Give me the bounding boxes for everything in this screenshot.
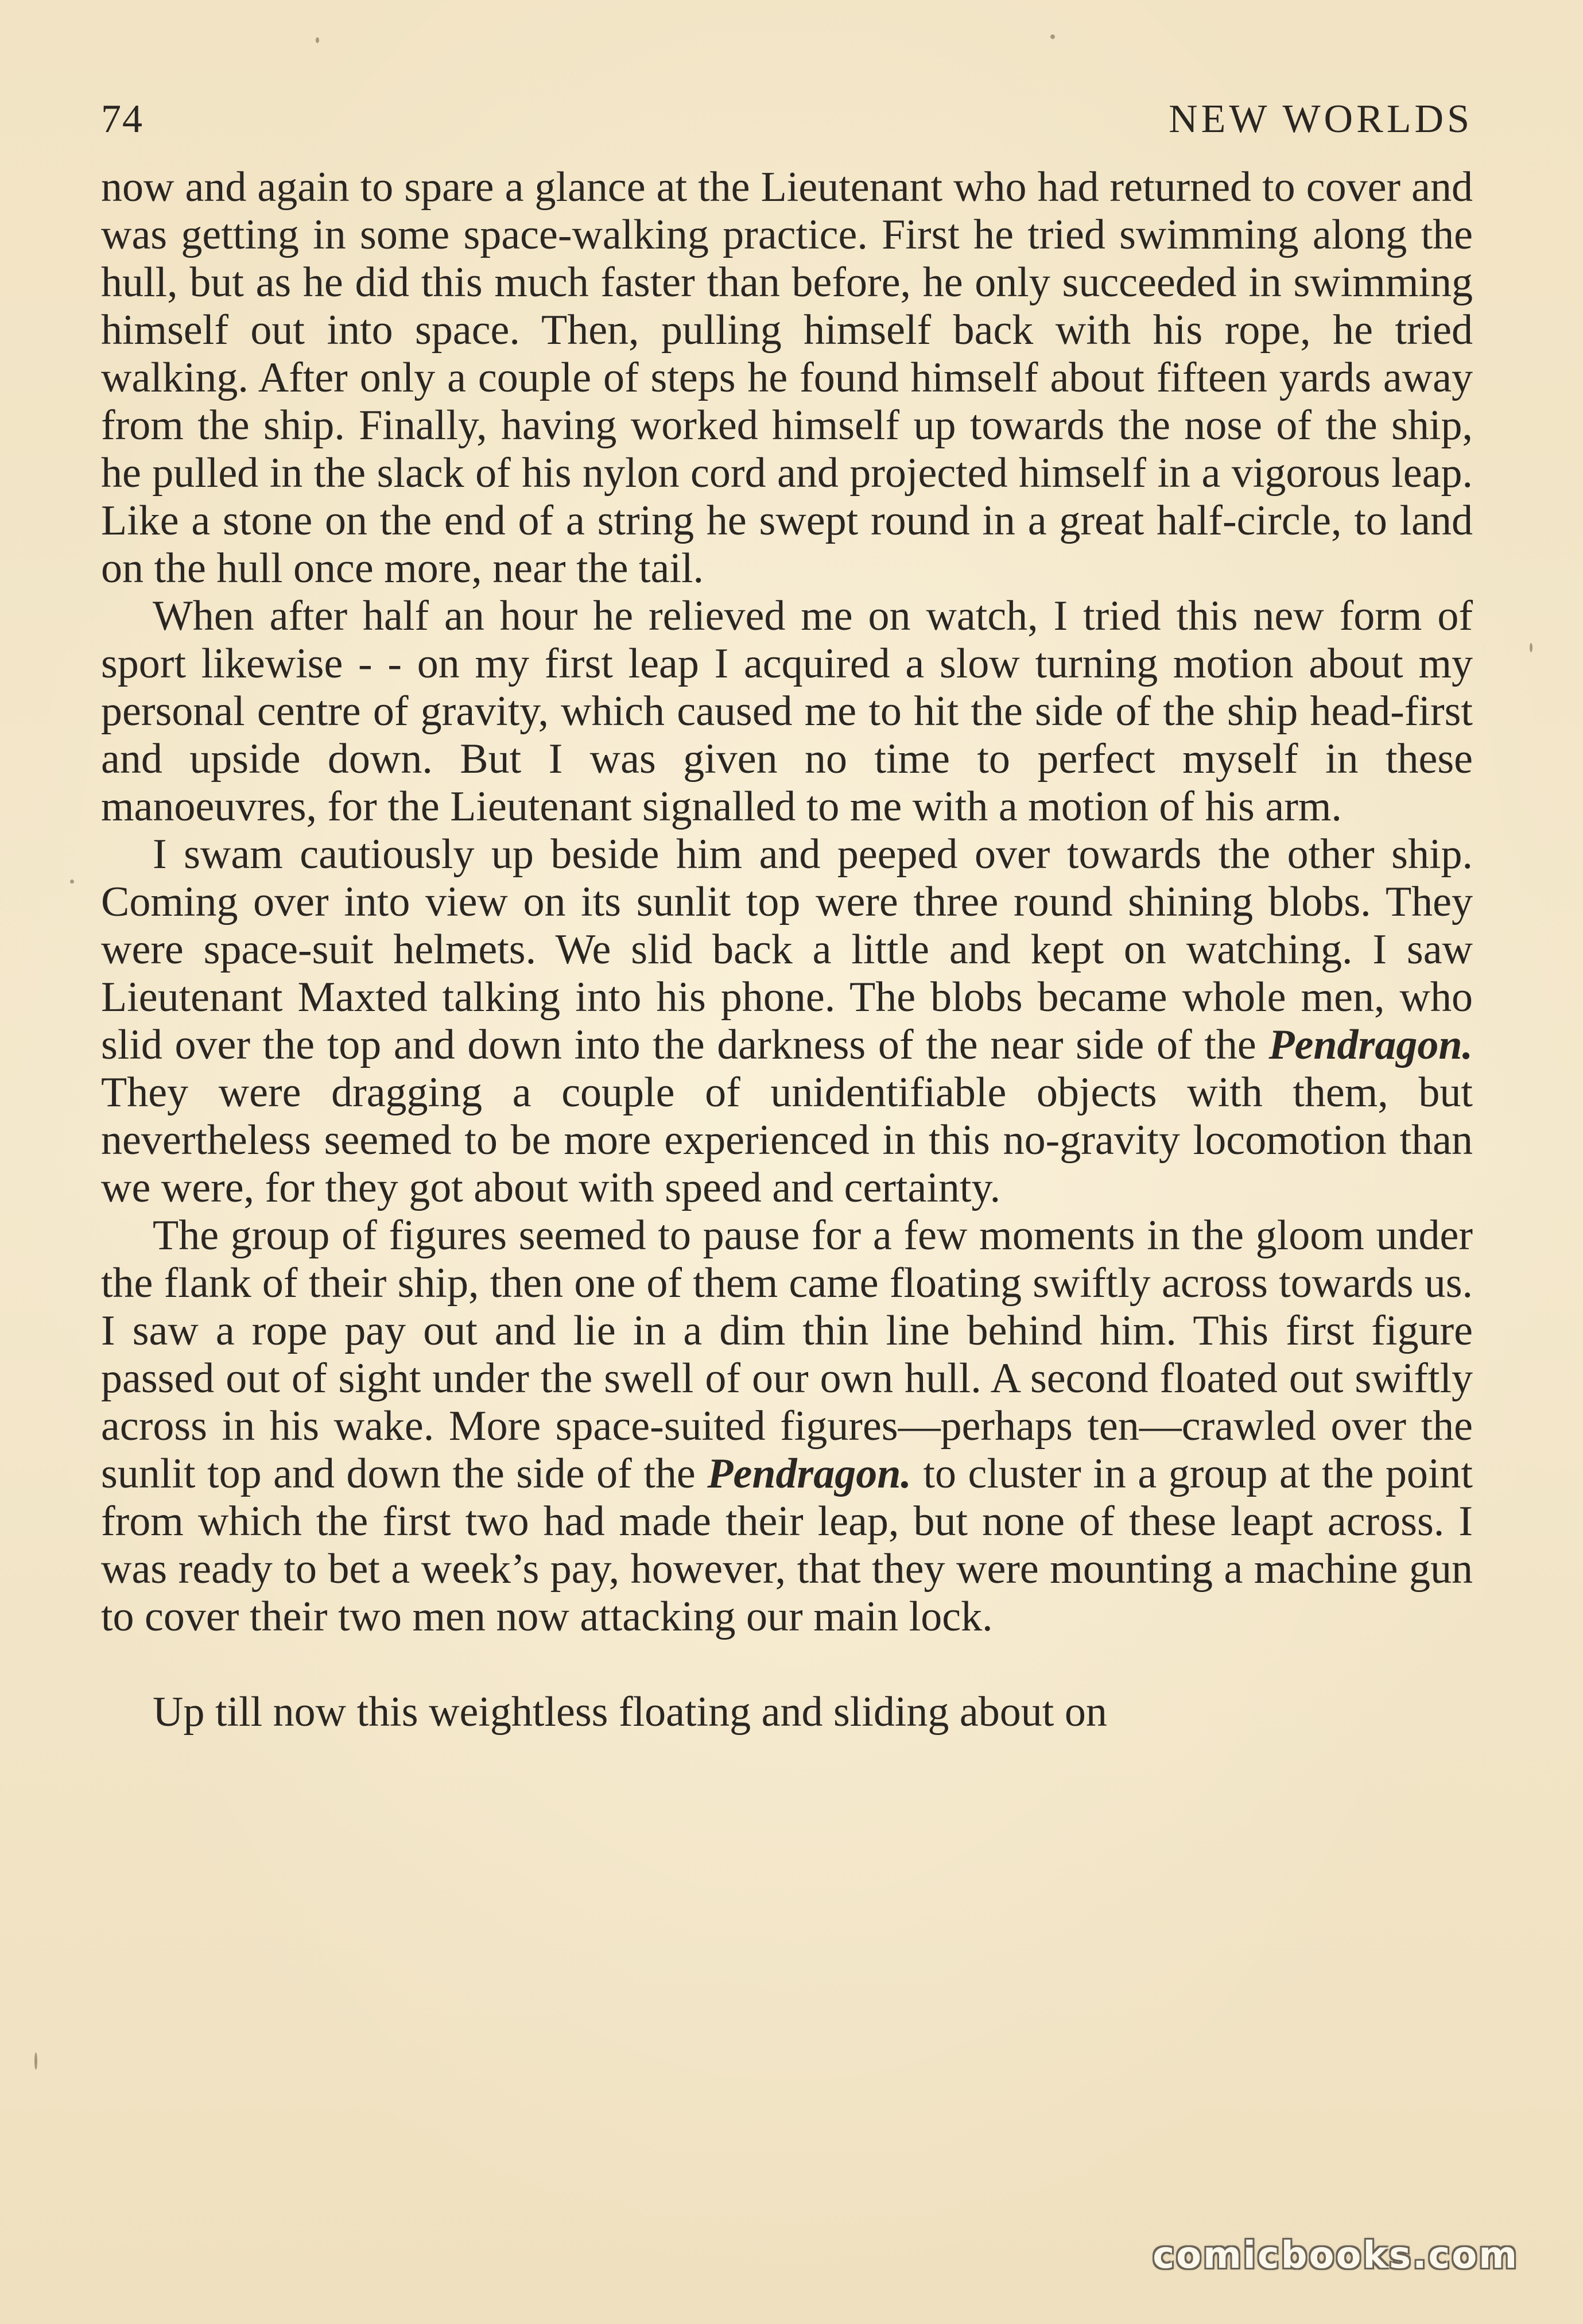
paper-speck <box>1050 34 1055 39</box>
text-run: Up till now this weightless floating and sliding about on <box>153 1688 1107 1736</box>
page-header <box>101 86 1473 149</box>
watermark: comicbooks.com <box>1153 2234 1519 2277</box>
paragraph <box>101 1212 1473 1641</box>
text-run: I swam cautiously up beside him and peeped over towards the other ship. Coming over into view on its sunlit top were three round shining blobs. They were space-suit helmets. We slid back a little and kept on watching. I saw Lieutenant Maxted talking into his phone. The blobs became whole men, who slid over the top and down into the darkness of the near side of the <box>101 831 1473 1068</box>
ship-name-italic: Pendragon. <box>707 1450 911 1497</box>
paragraph <box>101 1688 1473 1736</box>
paper-speck <box>1530 643 1532 652</box>
text-run: to cluster in a group at the point from which the first two had made their leap, but none of these leapt across. I was ready to bet a week’s pay, however, that they were mounting a machine gun to cover their two men now attacking our main lock. <box>101 1450 1473 1640</box>
paper-speck <box>70 880 74 884</box>
running-head: NEW WORLDS <box>1169 97 1473 141</box>
text-run: When after half an hour he relieved me on watch, I tried this new form of sport likewise - - on my first leap I acquired a slow turning motion about my personal centre of gravity, which caused me to hit the side of the ship head-first and upside down. But I was given no time to perfect myself in these manoeuvres, for the Lieutenant signalled to me with a motion of his arm. <box>101 592 1473 830</box>
paragraph <box>101 592 1473 831</box>
paper-speck <box>316 37 319 43</box>
text-run: They were dragging a couple of unidentifiable objects with them, but nevertheless seemed to be more experienced in this no-gravity locomotion than we were, for they got about with speed and certainty. <box>101 1069 1473 1211</box>
body-text <box>101 164 1473 1736</box>
page-number: 74 <box>101 97 143 141</box>
paragraph <box>101 831 1473 1212</box>
text-run: The group of figures seemed to pause for a few moments in the gloom under the flank of their ship, then one of them came floating swiftly across towards us. I saw a rope pay out and lie in a dim thin line behind him. This first figure passed out of sight under the swell of our own hull. A second floated out swiftly across in his wake. More space-suited figures—perhaps ten—crawled over the sunlit top and down the side of the <box>101 1212 1473 1497</box>
text-run: now and again to spare a glance at the Lieutenant who had returned to cover and was getting in some space-walking practice. First he tried swimming along the hull, but as he did this much faster than before, he only succeeded in swimming himself out into space. Then, pulling himself back with his rope, he tried walking. After only a couple of steps he found himself about fifteen yards away from the ship. Finally, having worked himself up towards the nose of the ship, he pulled in the slack of his nylon cord and projected himself in a vigorous leap. Like a stone on the end of a string he swept round in a great half-circle, to land on the hull once more, near the tail. <box>101 164 1473 592</box>
paper-speck <box>34 2052 37 2070</box>
paragraph <box>101 164 1473 592</box>
ship-name-italic: Pendragon. <box>1268 1021 1473 1068</box>
